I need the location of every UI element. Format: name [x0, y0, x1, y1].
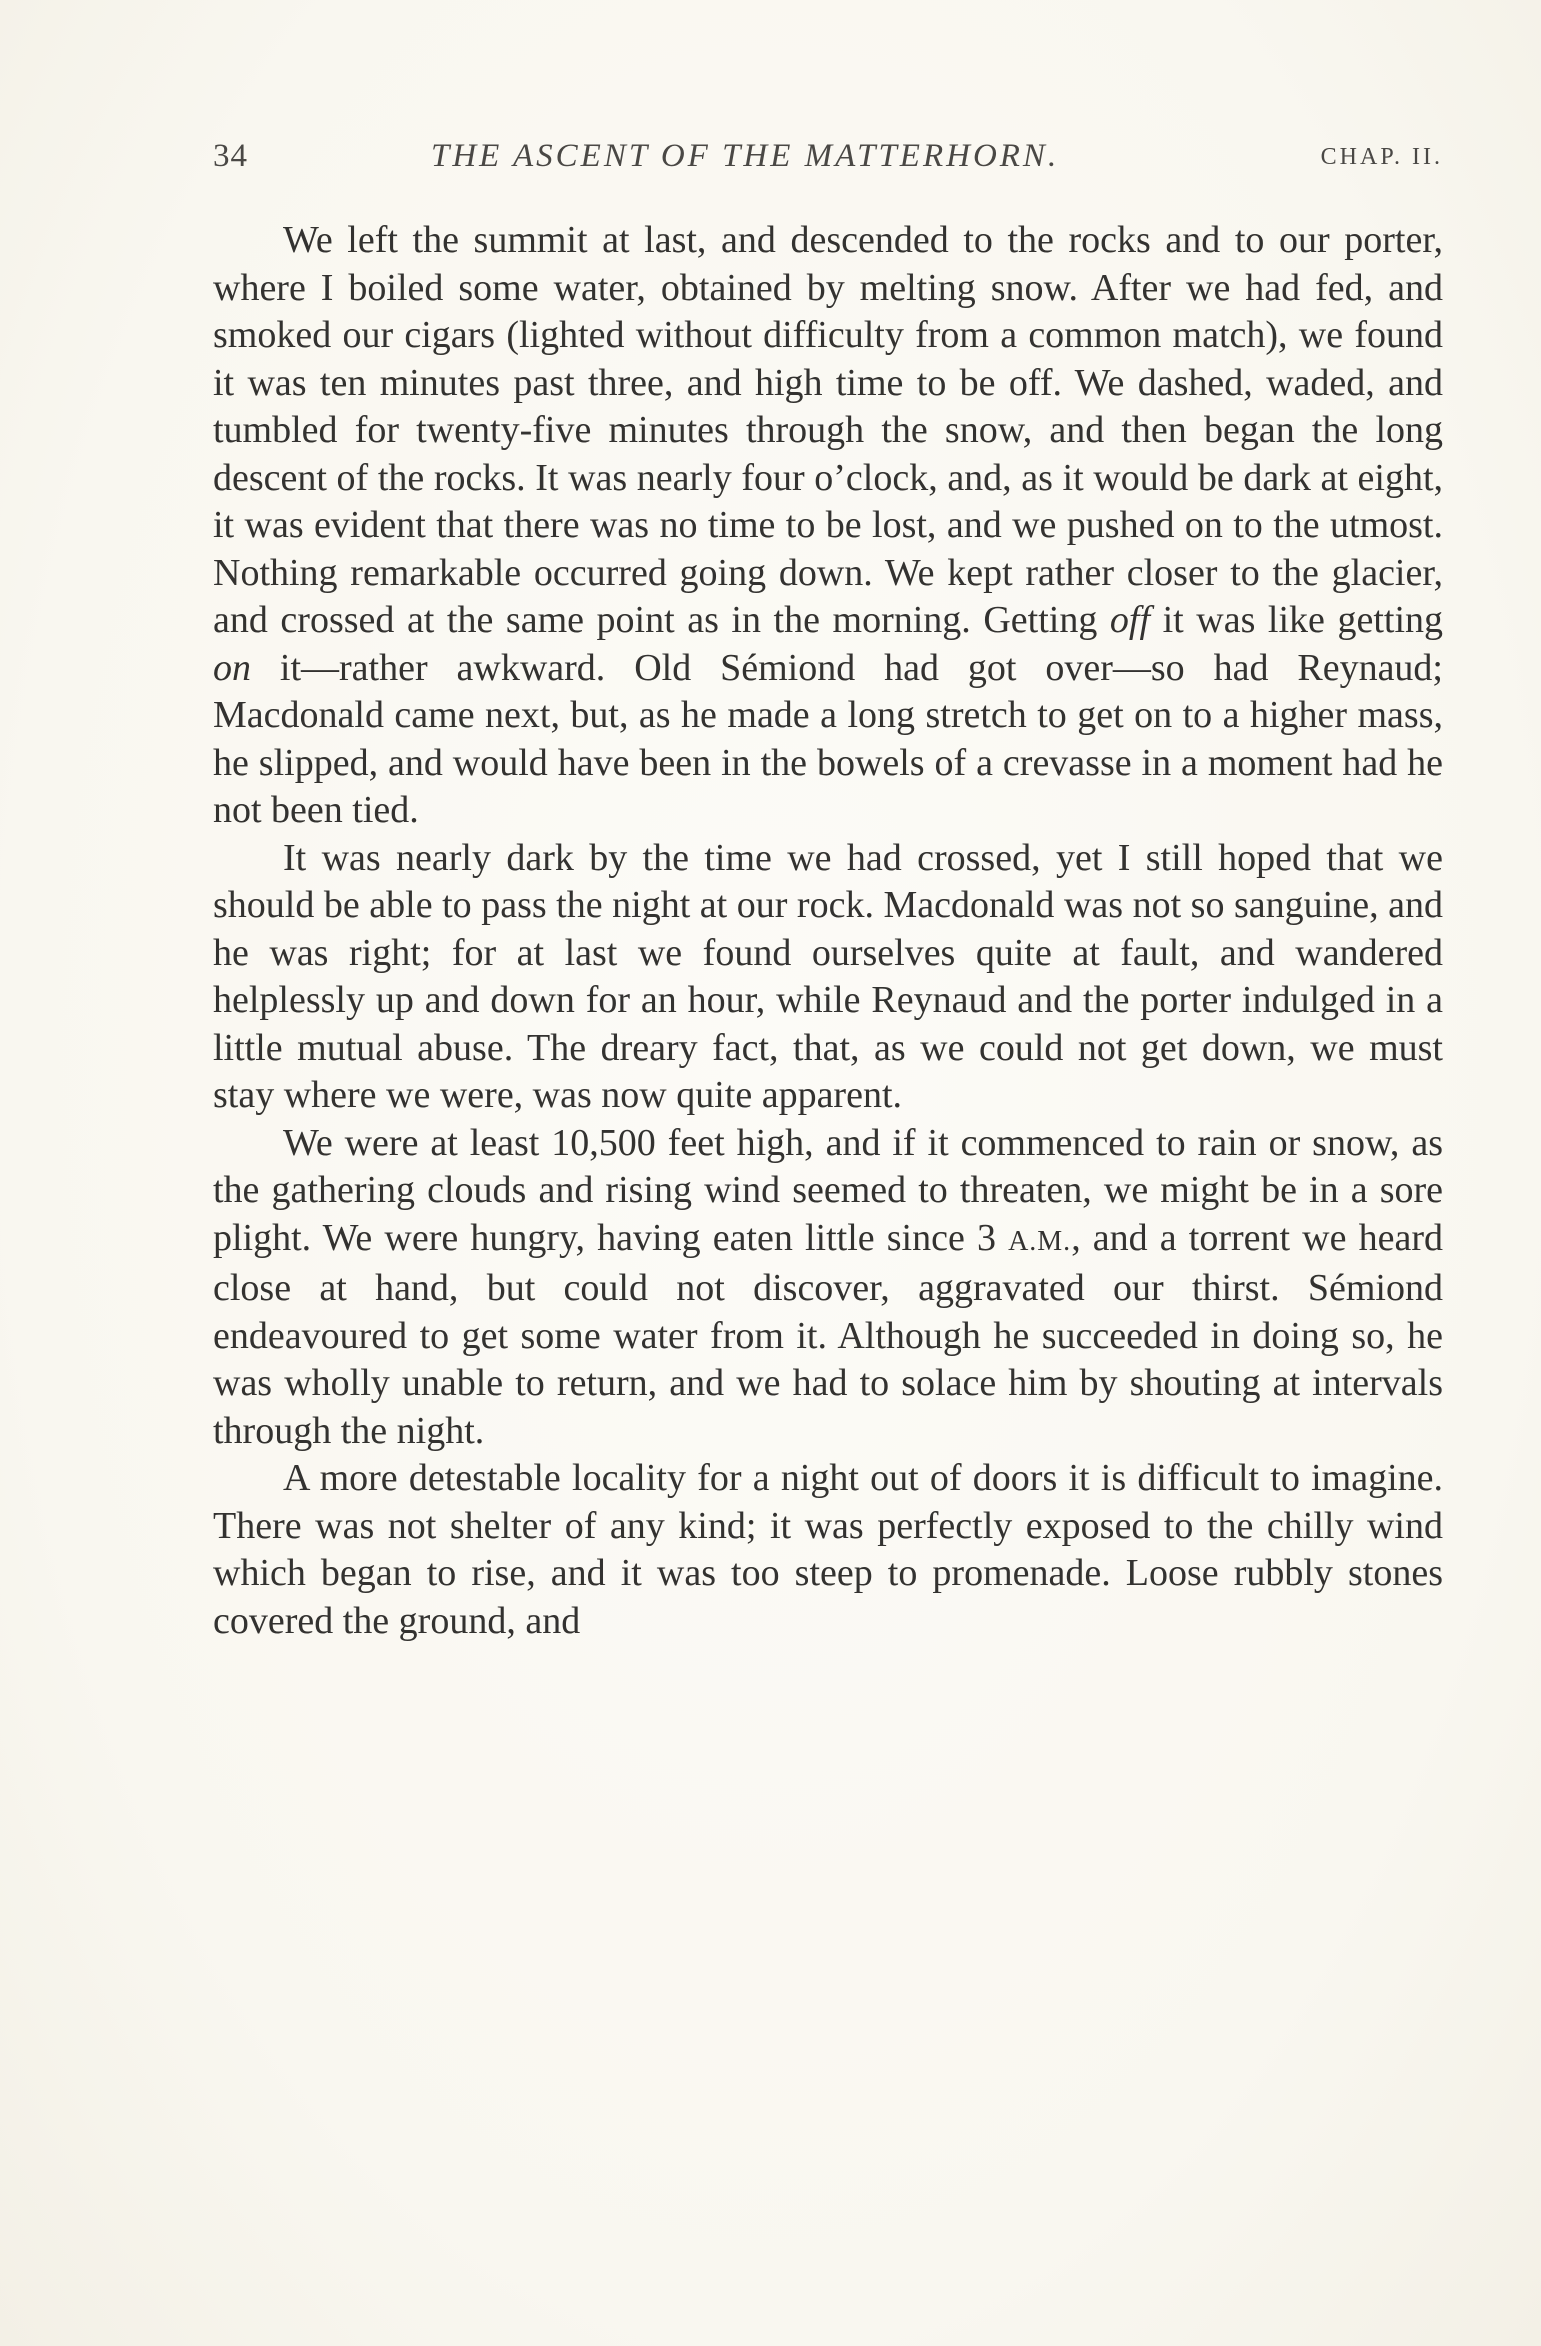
paragraph-1-text-2: it was like getting: [1150, 599, 1443, 641]
paragraph-1-italic-on: on: [213, 646, 251, 689]
paragraph-4: A more detestable locality for a night out of doors it is difficult to imagine. There was not shelter of any kind; it was perfectly exposed to the chilly wind which began to rise, and it was too steep to promenade. Loose rubbly stones covered the ground, and: [213, 1457, 1443, 1642]
chapter-reference: CHAP. II.: [1320, 144, 1443, 170]
paragraph-1: [213, 217, 1443, 835]
body-text: [213, 217, 1443, 1645]
page-header: [213, 128, 1443, 178]
paragraph-3-small-caps: A.M.: [1008, 1225, 1072, 1257]
paragraph-3-text-2: , and a torrent we heard close at hand, but could not discover, aggravated our thirst. Sémiond endeavoured to get some water from it. Although he succeeded in doing so, he was wholly unable to return, and we had to solace him by shouting at intervals through the night.: [213, 1216, 1443, 1452]
page-number: 34: [213, 138, 248, 174]
paragraph-1-italic-off: off: [1109, 599, 1151, 641]
paragraph-1-text-3: it—rather awkward. Old Sémiond had got over—so had Reynaud; Macdonald came next, but, as he made a long stretch to get on to a higher mass, he slipped, and would have been in the bowels of a crevasse in a moment had he not been tied.: [213, 646, 1443, 831]
paragraph-2: It was nearly dark by the time we had crossed, yet I still hoped that we should be able to pass the night at our rock. Macdonald was not so sanguine, and he was right; for at last we found ourselves quite at fault, and wandered helplessly up and down for an hour, while Reynaud and the porter indulged in a little mutual abuse. The dreary fact, that, as we could not get down, we must stay where we were, was now quite apparent.: [213, 836, 1443, 1116]
paragraph-1-text-1: We left the summit at last, and descended to the rocks and to our porter, where I boiled some water, obtained by melting snow. After we had fed, and smoked our cigars (lighted without difficulty from a common match), we found it was ten minutes past three, and high time to be off. We dashed, waded, and tumbled for twenty-five minutes through the snow, and then began the long descent of the rocks. It was nearly four o’clock, and, as it would be dark at eight, it was evident that there was no time to be lost, and we pushed on to the utmost. Nothing remarkable occurred going down. We kept rather closer to the glacier, and crossed at the same point as in the morning. Getting: [213, 219, 1443, 641]
paragraph-3: [213, 1120, 1443, 1456]
paragraph-3-text-1: We were at least 10,500 feet high, and if it commenced to rain or snow, as the gathering clouds and rising wind seemed to threaten, we might be in a sore plight. We were hungry, having eaten little since 3: [213, 1121, 1443, 1259]
running-title: THE ASCENT OF THE MATTERHORN.: [431, 138, 1060, 174]
